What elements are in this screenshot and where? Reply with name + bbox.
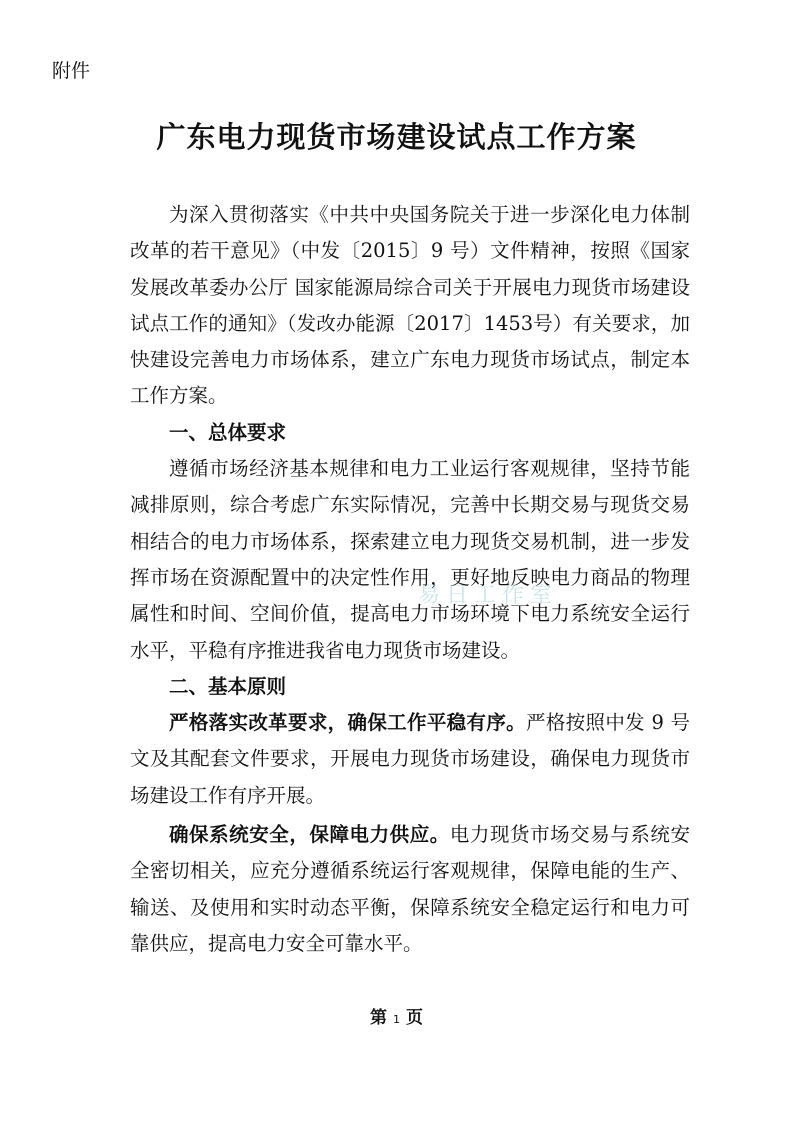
page-suffix: 页	[406, 1008, 423, 1028]
section-heading-general-requirements: 一、总体要求	[169, 420, 287, 444]
attachment-label: 附件	[52, 60, 91, 82]
principle-1-lead: 严格落实改革要求，确保工作平稳有序。	[169, 711, 527, 735]
principle-2-text: 电力现货市场交易与系统安全密切相关，应充分遵循系统运行客观规律，保障电能的生产、输送、及使用和实时动态平衡，保障系统安全稳定运行和电力可靠供应，提高电力安全可靠水平。	[130, 823, 690, 955]
page-number: 1	[393, 1013, 400, 1026]
principle-2-lead: 确保系统安全，保障电力供应。	[169, 823, 450, 847]
page-prefix: 第	[370, 1008, 387, 1028]
general-requirements-paragraph: 遵循市场经济基本规律和电力工业运行客观规律，坚持节能减排原则，综合考虑广东实际情况，完善中长期交易与现货交易相结合的电力市场体系，探索建立电力现货交易机制，进一步发挥市场在资源配置中的决定性作用，更好地反映电力商品的物理属性和时间、空间价值，提高电力市场环境下电力系统安全运行水平，平稳有序推进我省电力现货市场建设。	[130, 457, 690, 662]
document-title: 广东电力现货市场建设试点工作方案	[156, 120, 637, 154]
document-body	[130, 197, 690, 962]
watermark: 易日工作室	[418, 583, 559, 608]
principle-paragraph-1	[130, 705, 690, 814]
section-heading-basic-principles: 二、基本原则	[169, 674, 287, 698]
intro-paragraph: 为深入贯彻落实《中共中央国务院关于进一步深化电力体制改革的若干意见》（中发〔2015〕9 号）文件精神，按照《国家发展改革委办公厅 国家能源局综合司关于开展电力现货市场建设试点工作的通知》（发改办能源〔2017〕1453号）有关要求，加快建设完善电力市场体系，建立广东电力现货市场试点，制定本工作方案。	[130, 203, 690, 408]
page-footer	[0, 1003, 793, 1028]
principle-1-text: 严格按照中发 9 号文及其配套文件要求，开展电力现货市场建设，确保电力现货市场建设工作有序开展。	[130, 711, 690, 807]
principle-paragraph-2	[130, 817, 690, 962]
